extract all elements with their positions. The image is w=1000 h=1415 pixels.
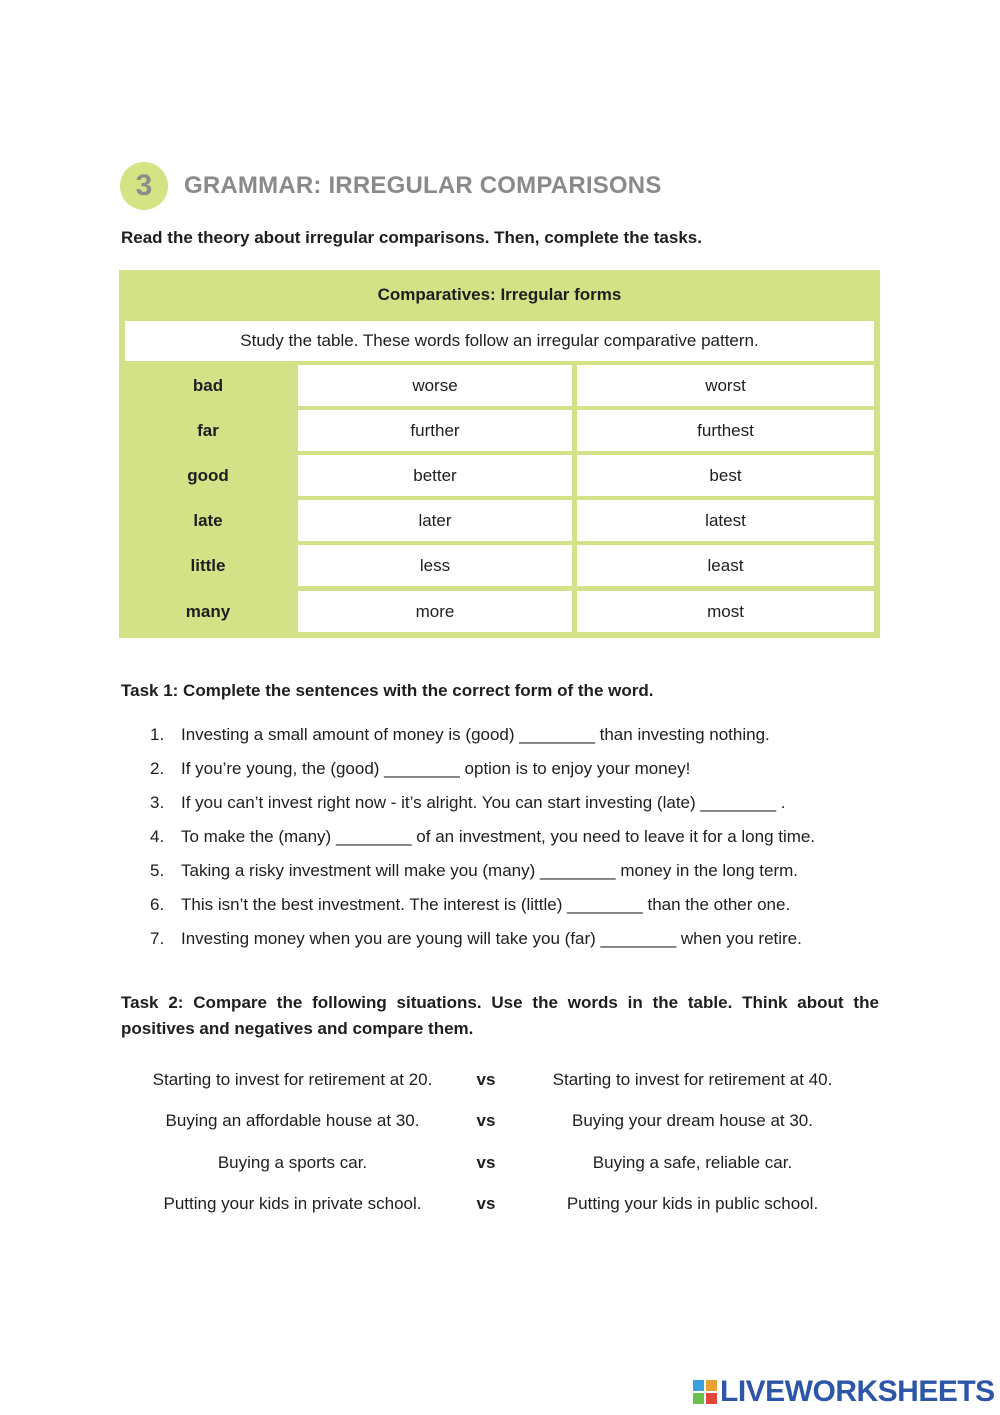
sentence-text: Investing money when you are young will take you (far) ________ when you retire. (181, 929, 802, 948)
comparative-form: further (298, 410, 572, 451)
theory-table-note: Study the table. These words follow an irregular comparative pattern. (125, 321, 874, 361)
sentence-item (150, 790, 890, 824)
table-row (119, 410, 880, 451)
sentence-text: Taking a risky investment will make you (many) ________ money in the long term. (181, 861, 799, 880)
sentence-item (150, 722, 890, 756)
superlative-form: latest (577, 500, 874, 541)
logo-text: LIVEWORKSHEETS (720, 1375, 995, 1408)
sentence-item (150, 892, 890, 926)
logo-square (706, 1393, 717, 1404)
sentence-item (150, 926, 890, 960)
sentence-item (150, 858, 890, 892)
section-number-badge: 3 (120, 162, 168, 210)
situation-left: Starting to invest for retirement at 20. (152, 1070, 433, 1089)
task2-title-line1: Task 2: Compare the following situations. Use the words in the table. Think about the (121, 993, 879, 1012)
sentence-number: 7. (150, 929, 165, 948)
sentence-number: 1. (150, 725, 165, 744)
situation-right: Buying a safe, reliable car. (592, 1153, 793, 1172)
theory-table (119, 270, 880, 638)
superlative-form: least (577, 545, 874, 586)
base-word: bad (192, 375, 224, 395)
logo-mark-icon (693, 1380, 717, 1404)
comparison-row (120, 1070, 860, 1100)
situation-right: Starting to invest for retirement at 40. (552, 1070, 833, 1089)
sentence-item (150, 756, 890, 790)
theory-table-title: Comparatives: Irregular forms (377, 285, 622, 304)
table-row (119, 500, 880, 541)
sentence-number: 3. (150, 793, 165, 812)
table-row (119, 545, 880, 586)
comparison-row (120, 1194, 860, 1224)
logo-square (693, 1393, 704, 1404)
comparison-row (120, 1153, 860, 1183)
versus-label: vs (476, 1070, 496, 1089)
sentence-number: 4. (150, 827, 165, 846)
situation-left: Buying an affordable house at 30. (165, 1111, 420, 1130)
table-row (119, 365, 880, 406)
comparative-form: more (298, 591, 572, 632)
base-word: little (190, 555, 226, 575)
task1-title: Task 1: Complete the sentences with the correct form of the word. (121, 681, 654, 700)
logo-square (706, 1380, 717, 1391)
sentence-number: 2. (150, 759, 165, 778)
versus-label: vs (476, 1111, 496, 1130)
table-row (119, 591, 880, 632)
section-header (120, 160, 662, 212)
situation-right: Buying your dream house at 30. (572, 1111, 813, 1130)
superlative-form: best (577, 455, 874, 496)
sentence-text: To make the (many) ________ of an investment, you need to leave it for a long time. (181, 827, 816, 846)
base-word: good (187, 465, 229, 485)
table-row (119, 455, 880, 496)
instruction-text: Read the theory about irregular comparisons. Then, complete the tasks. (121, 228, 702, 247)
base-word: far (197, 420, 219, 440)
task1-sentence-list (150, 722, 890, 960)
situation-right: Putting your kids in public school. (566, 1194, 819, 1213)
sentence-number: 6. (150, 895, 165, 914)
liveworksheets-logo[interactable] (693, 1375, 995, 1409)
superlative-form: furthest (577, 410, 874, 451)
versus-label: vs (476, 1153, 496, 1172)
comparison-row (120, 1111, 860, 1141)
section-title: GRAMMAR: IRREGULAR COMPARISONS (184, 172, 662, 199)
base-word: many (185, 601, 231, 621)
situation-left: Putting your kids in private school. (163, 1194, 422, 1213)
base-word: late (193, 510, 223, 530)
comparative-form: later (298, 500, 572, 541)
sentence-text: If you’re young, the (good) ________ option is to enjoy your money! (181, 759, 691, 778)
superlative-form: worst (577, 365, 874, 406)
versus-label: vs (476, 1194, 496, 1213)
logo-square (693, 1380, 704, 1391)
comparative-form: less (298, 545, 572, 586)
sentence-item (150, 824, 890, 858)
sentence-number: 5. (150, 861, 165, 880)
comparative-form: better (298, 455, 572, 496)
sentence-text: If you can’t invest right now - it’s alright. You can start investing (late) ________ . (181, 793, 786, 812)
superlative-form: most (577, 591, 874, 632)
sentence-text: Investing a small amount of money is (good) ________ than investing nothing. (181, 725, 770, 744)
task2-title (121, 990, 879, 1042)
situation-left: Buying a sports car. (217, 1153, 368, 1172)
comparative-form: worse (298, 365, 572, 406)
sentence-text: This isn’t the best investment. The interest is (little) ________ than the other one. (181, 895, 791, 914)
task2-title-line2: positives and negatives and compare them. (121, 1019, 474, 1038)
